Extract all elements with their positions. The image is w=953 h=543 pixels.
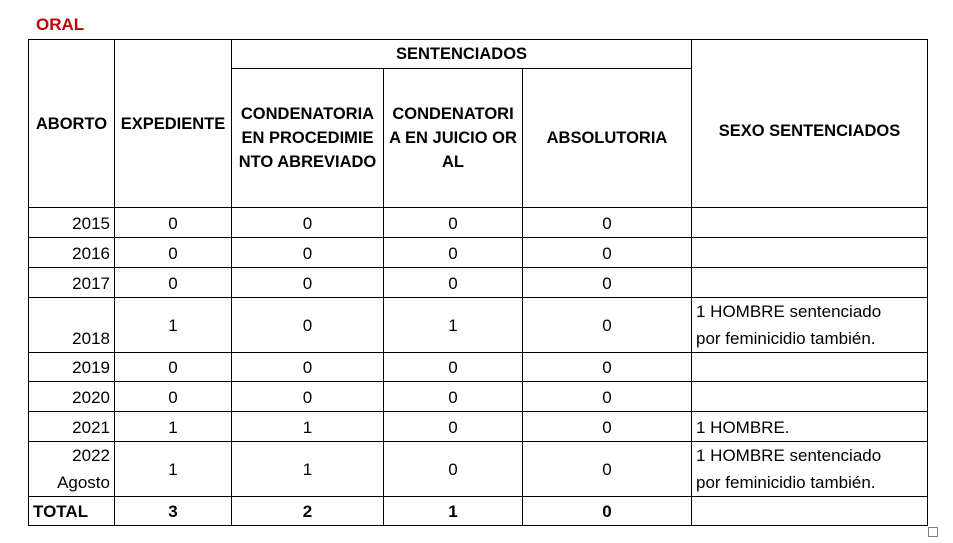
cell-year: 2020 [29,382,115,412]
cell-year: 2021 [29,412,115,442]
total-abreviado: 2 [232,497,384,526]
header-aborto: ABORTO [29,40,115,208]
cell-year-line: 2022 [72,446,110,465]
table-row [29,442,928,497]
cell-abreviado: 1 [232,412,384,442]
header-absolutoria: ABSOLUTORIA [523,69,692,208]
table-row [29,298,928,353]
cell-abreviado: 0 [232,382,384,412]
cell-year-line: Agosto [57,473,110,492]
table-row [29,238,928,268]
cell-sexo [692,382,928,412]
header-expediente: EXPEDIENTE [115,40,232,208]
table-resize-handle[interactable] [928,527,938,537]
header-condenatoria-juicio-oral: CONDENATORIA EN JUICIO ORAL [384,69,523,208]
cell-expediente: 0 [115,382,232,412]
header-sentenciados-group: SENTENCIADOS [232,40,692,69]
cell-abreviado: 0 [232,238,384,268]
cell-sexo [692,442,928,497]
cell-juicio-oral: 1 [384,298,523,353]
total-row [29,497,928,526]
cell-expediente: 1 [115,412,232,442]
cell-sexo-line: por feminicidio también. [696,473,876,492]
total-absolutoria: 0 [523,497,692,526]
cell-abreviado: 0 [232,208,384,238]
cell-sexo: 1 HOMBRE. [692,412,928,442]
cell-absolutoria: 0 [523,268,692,298]
cell-expediente: 0 [115,208,232,238]
cell-absolutoria: 0 [523,208,692,238]
cell-abreviado: 1 [232,442,384,497]
cell-year: 2015 [29,208,115,238]
table-row [29,208,928,238]
cell-sexo [692,298,928,353]
cell-juicio-oral: 0 [384,238,523,268]
header-condenatoria-abreviado: CONDENATORIA EN PROCEDIMIENTO ABREVIADO [232,69,384,208]
total-expediente: 3 [115,497,232,526]
cell-sexo [692,268,928,298]
cell-year: 2018 [29,298,115,353]
cell-juicio-oral: 0 [384,412,523,442]
cell-absolutoria: 0 [523,382,692,412]
cell-juicio-oral: 0 [384,442,523,497]
cell-absolutoria: 0 [523,412,692,442]
cell-sexo-line: por feminicidio también. [696,329,876,348]
cell-absolutoria: 0 [523,238,692,268]
cell-sexo [692,353,928,382]
table-row [29,382,928,412]
cell-absolutoria: 0 [523,298,692,353]
total-juicio-oral: 1 [384,497,523,526]
cell-absolutoria: 0 [523,442,692,497]
cell-expediente: 1 [115,442,232,497]
cell-year: 2016 [29,238,115,268]
sentenciados-table [28,39,928,526]
cell-expediente: 1 [115,298,232,353]
cell-sexo [692,238,928,268]
table-row [29,268,928,298]
cell-abreviado: 0 [232,353,384,382]
cell-sexo-line: 1 HOMBRE sentenciado [696,446,882,465]
total-label: TOTAL [29,497,115,526]
cell-expediente: 0 [115,238,232,268]
cell-juicio-oral: 0 [384,382,523,412]
cell-sexo-line: 1 HOMBRE sentenciado [696,302,882,321]
cell-year: 2019 [29,353,115,382]
cell-abreviado: 0 [232,298,384,353]
table-row [29,412,928,442]
section-title: ORAL [36,15,85,34]
cell-sexo [692,208,928,238]
cell-expediente: 0 [115,268,232,298]
cell-juicio-oral: 0 [384,353,523,382]
total-sexo [692,497,928,526]
cell-year [29,442,115,497]
cell-juicio-oral: 0 [384,208,523,238]
cell-absolutoria: 0 [523,353,692,382]
header-sexo-sentenciados: SEXO SENTENCIADOS [692,40,928,208]
table-row [29,353,928,382]
cell-abreviado: 0 [232,268,384,298]
cell-juicio-oral: 0 [384,268,523,298]
cell-expediente: 0 [115,353,232,382]
cell-year: 2017 [29,268,115,298]
